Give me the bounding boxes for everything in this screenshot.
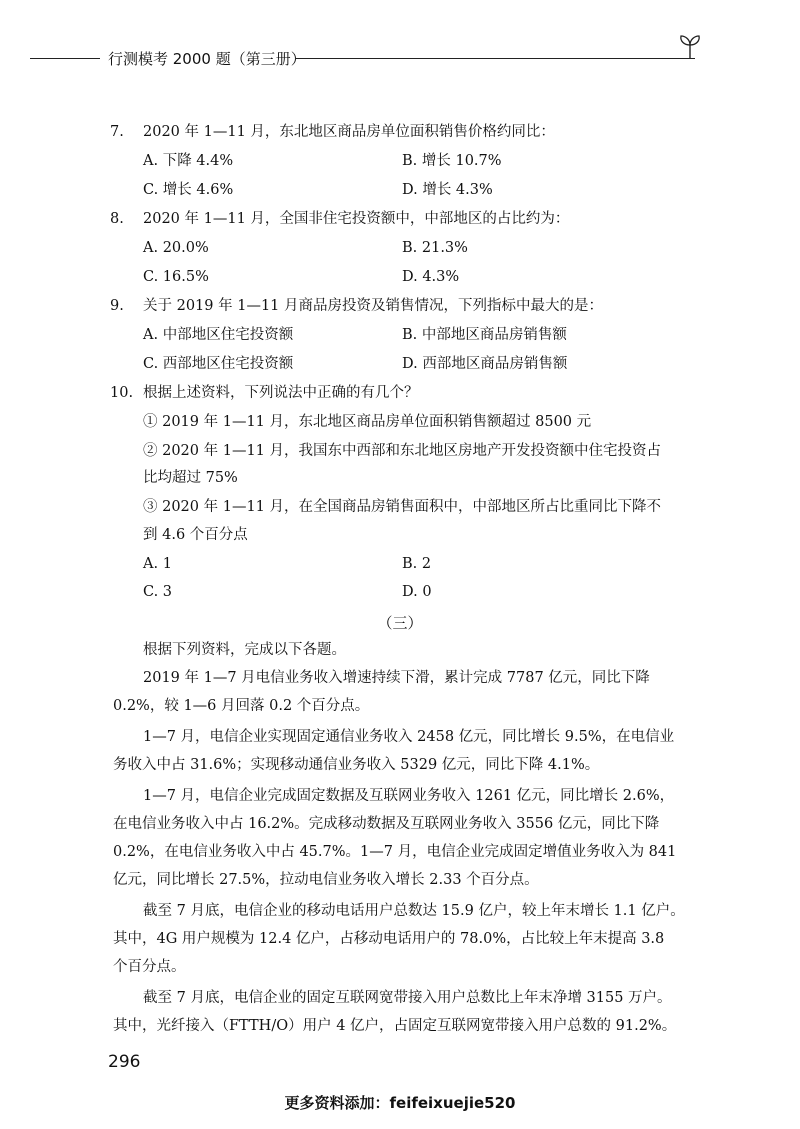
material-line: 1—7 月，电信企业实现固定通信业务收入 2458 亿元，同比增长 9.5%，在电信业 [143,729,675,745]
header-rule-right [295,58,695,59]
option-a: A. 中部地区住宅投资额 [143,327,294,343]
question-stem: 2020 年 1—11 月，东北地区商品房单位面积销售价格约同比： [143,124,555,140]
material-line: 其中，光纤接入（FTTH/O）用户 4 亿户，占固定互联网宽带接入用户总数的 91.2%。 [113,1018,677,1034]
question-number: 9. [110,298,124,314]
option-a: A. 下降 4.4% [143,153,234,169]
question-stem: 2020 年 1—11 月，全国非住宅投资额中，中部地区的占比约为： [143,211,570,227]
option-d: D. 0 [402,584,432,600]
statement: ② 2020 年 1—11 月，我国东中西部和东北地区房地产开发投资额中住宅投资占 [143,443,662,459]
sprout-icon [676,32,704,60]
material-line: 在电信业务收入中占 16.2%。完成移动数据及互联网业务收入 3556 亿元，同比下降 [113,816,660,832]
question-number: 8. [110,211,124,227]
material-line: 务收入中占 31.6%；实现移动通信业务收入 5329 亿元，同比下降 4.1%。 [113,757,600,773]
option-b: B. 中部地区商品房销售额 [402,327,567,343]
option-b: B. 21.3% [402,240,468,256]
material-line: 个百分点。 [113,959,186,975]
option-d: D. 4.3% [402,269,460,285]
statement-continued: 到 4.6 个百分点 [143,527,248,543]
option-d: D. 西部地区商品房销售额 [402,356,568,372]
material-line: 0.2%，在电信业务收入中占 45.7%。1—7 月，电信企业完成固定增值业务收入为 841 [113,844,677,860]
material-line: 亿元，同比增长 27.5%，拉动电信业务收入增长 2.33 个百分点。 [113,872,539,888]
question-number: 7. [110,124,124,140]
statement: ③ 2020 年 1—11 月，在全国商品房销售面积中，中部地区所占比重同比下降不 [143,499,662,515]
option-a: A. 20.0% [143,240,209,256]
material-line: 0.2%，较 1—6 月回落 0.2 个百分点。 [113,698,370,714]
material-intro: 根据下列资料，完成以下各题。 [143,642,346,658]
option-d: D. 增长 4.3% [402,182,493,198]
option-c: C. 增长 4.6% [143,182,234,198]
option-b: B. 增长 10.7% [402,153,502,169]
question-stem: 根据上述资料，下列说法中正确的有几个？ [143,385,419,401]
material-line: 截至 7 月底，电信企业的固定互联网宽带接入用户总数比上年末净增 3155 万户。 [143,990,672,1006]
option-b: B. 2 [402,556,432,572]
statement-continued: 比均超过 75% [143,470,238,486]
material-line: 2019 年 1—7 月电信业务收入增速持续下滑，累计完成 7787 亿元，同比下降 [143,670,650,686]
material-line: 其中，4G 用户规模为 12.4 亿户，占移动电话用户的 78.0%，占比较上年末提高 3.8 [113,931,665,947]
statement: ① 2019 年 1—11 月，东北地区商品房单位面积销售额超过 8500 元 [143,414,592,430]
page-number: 296 [108,1052,141,1072]
option-c: C. 3 [143,584,173,600]
option-a: A. 1 [143,556,172,572]
book-title: 行测模考 2000 题（第三册） [108,50,306,68]
page-header [0,28,800,68]
question-number: 10. [110,385,134,401]
footer-note: 更多资料添加：feifeixuejie520 [284,1094,516,1112]
option-c: C. 西部地区住宅投资额 [143,356,294,372]
header-rule-left [30,58,100,59]
question-stem: 关于 2019 年 1—11 月商品房投资及销售情况，下列指标中最大的是： [143,298,604,314]
section-title: （三） [377,614,423,632]
option-c: C. 16.5% [143,269,209,285]
material-line: 1—7 月，电信企业完成固定数据及互联网业务收入 1261 亿元，同比增长 2.6%， [143,788,675,804]
material-line: 截至 7 月底，电信企业的移动电话用户总数达 15.9 亿户，较上年末增长 1.1 亿户。 [143,903,685,919]
